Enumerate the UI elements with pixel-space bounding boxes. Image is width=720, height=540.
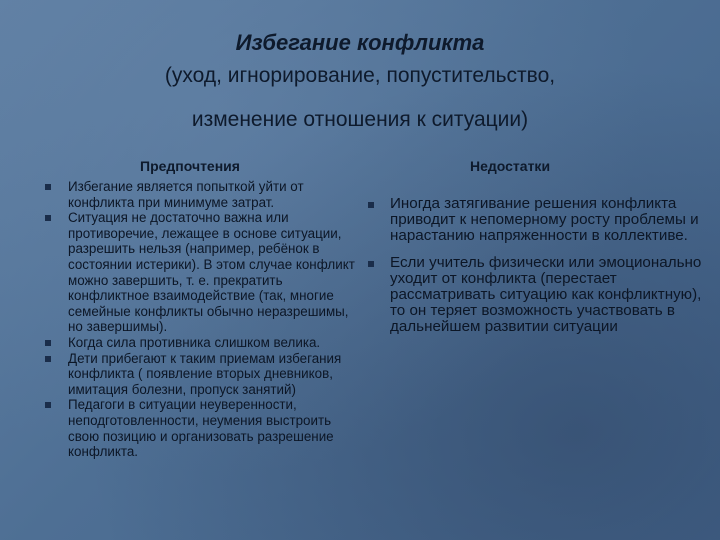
list-item — [40, 397, 360, 459]
square-bullet-icon — [45, 184, 51, 190]
list-item — [40, 335, 360, 351]
drawbacks-heading: Недостатки — [470, 158, 551, 174]
preferences-list — [40, 179, 360, 460]
drawbacks-list — [362, 196, 702, 346]
slide-subtitle-line-2: изменение отношения к ситуации) — [191, 108, 529, 131]
list-item-text: Если учитель физически или эмоционально уходит от конфликта (перестает рассматривать ситуацию как конфликтную), то он теряет возможность участвовать в дальнейшем развитии ситуации — [390, 253, 702, 336]
list-item — [362, 255, 702, 336]
list-item — [40, 210, 360, 335]
list-item-text: Когда сила противника слишком велика. — [68, 334, 321, 350]
square-bullet-icon — [45, 356, 51, 362]
slide-title: Избегание конфликта — [235, 30, 485, 55]
list-item — [40, 351, 360, 398]
square-bullet-icon — [45, 402, 51, 408]
square-bullet-icon — [45, 215, 51, 221]
slide-subtitle-line-1: (уход, игнорирование, попустительство, — [164, 64, 556, 87]
list-item — [40, 179, 360, 210]
list-item-text: Иногда затягивание решения конфликта приводит к непомерному росту проблемы и нарастанию напряженности в коллективе. — [390, 195, 699, 245]
square-bullet-icon — [368, 202, 374, 208]
preferences-heading: Предпочтения — [140, 158, 240, 174]
square-bullet-icon — [368, 261, 374, 267]
list-item-text: Избегание является попыткой уйти от конфликта при минимуме затрат. — [68, 179, 304, 210]
list-item-text: Дети прибегают к таким приемам избегания конфликта ( появление вторых дневников, имитация болезни, пропуск занятий) — [68, 350, 342, 397]
list-item — [362, 196, 702, 245]
square-bullet-icon — [45, 340, 51, 346]
list-item-text: Ситуация не достаточно важна или противоречие, лежащее в основе ситуации, разрешить нельзя (например, ребёнок в состоянии истерики). В этом случае конфликт можно завершить, т. е. прекратить конфликтное взаимодействие (так, многие семейные конфликты обычно неразрешимы, но завершимы). — [68, 210, 355, 335]
list-item-text: Педагоги в ситуации неуверенности, неподготовленности, неумения выстроить свою позицию и организовать разрешение конфликта. — [68, 397, 334, 460]
